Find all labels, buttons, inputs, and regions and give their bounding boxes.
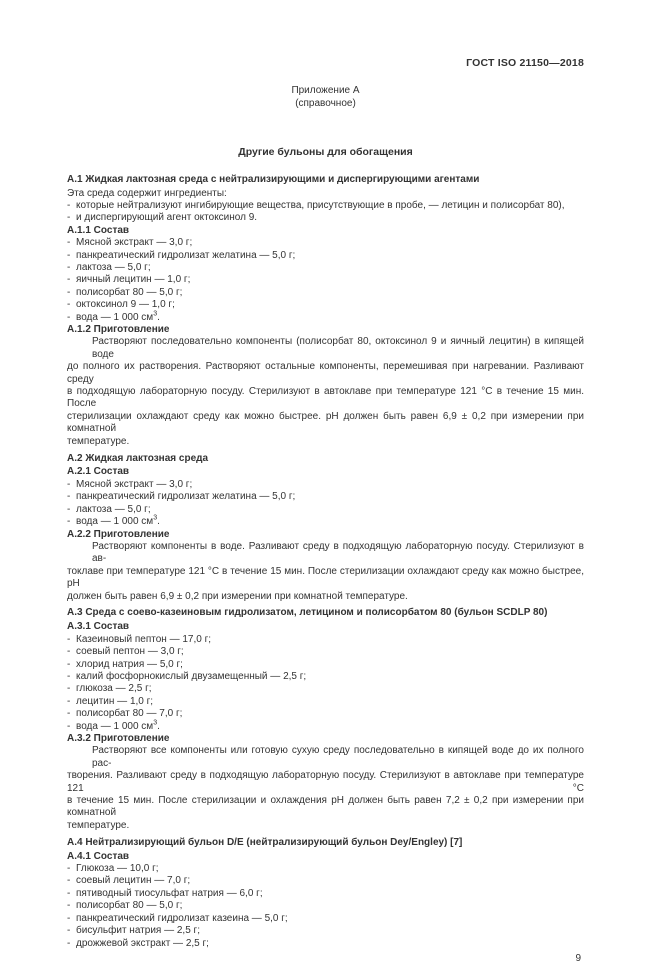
subsection-heading-a41: А.4.1 Состав bbox=[67, 850, 130, 862]
list-dash: - bbox=[67, 925, 71, 937]
list-dash: - bbox=[67, 720, 71, 732]
paragraph-line: температуре. bbox=[67, 819, 130, 831]
list-item bbox=[67, 900, 584, 912]
list-dash: - bbox=[67, 646, 71, 658]
list-item-text: полисорбат 80 — 7,0 г; bbox=[76, 708, 183, 720]
list-item bbox=[67, 913, 584, 925]
subsection-heading-a11: А.1.1 Состав bbox=[67, 224, 130, 236]
paragraph-line: в течение 15 мин. После стерилизации и охлаждения pH должен быть равен 7,2 ± 0,2 при измерении при комнатной bbox=[67, 795, 584, 819]
list-item-text: лецитин — 1,0 г; bbox=[76, 695, 154, 707]
subsection-heading-a21: А.2.1 Состав bbox=[67, 466, 130, 478]
superscript: 3 bbox=[153, 310, 158, 318]
list-dash: - bbox=[67, 299, 71, 311]
list-dash: - bbox=[67, 937, 71, 949]
subsection-heading-a32: А.3.2 Приготовление bbox=[67, 733, 170, 744]
paragraph-line: в подходящую лабораторную посуду. Стерилизуют в автоклаве при температуре 121 °С в течение 15 мин. После bbox=[67, 386, 584, 410]
list-item bbox=[67, 274, 584, 286]
paragraph-line: Растворяют последовательно компоненты (полисорбат 80, октоксинол 9 и яичный лецитин) в кипящей воде bbox=[92, 336, 584, 360]
list-item bbox=[67, 491, 584, 503]
paragraph-line: Растворяют все компоненты или готовую сухую среду последовательно в кипящей воде до их полного рас- bbox=[92, 745, 584, 769]
list-item bbox=[67, 250, 584, 262]
list-dash: - bbox=[67, 658, 71, 670]
list-item-text: соевый лецитин — 7,0 г; bbox=[76, 875, 191, 887]
list-item-text: хлорид натрия — 5,0 г; bbox=[76, 658, 183, 670]
paragraph-line: температуре. bbox=[67, 435, 130, 447]
list-item bbox=[67, 479, 584, 491]
list-dash: - bbox=[67, 212, 71, 224]
list-dash: - bbox=[67, 875, 71, 887]
section-heading-a3: А.3 Среда с соево-казеиновым гидролизатом, летицином и полисорбатом 80 (бульон SCDLP 80) bbox=[67, 607, 548, 619]
list-item-text: Глюкоза — 10,0 г; bbox=[76, 863, 159, 875]
list-item bbox=[67, 888, 584, 900]
paragraph-line: стерилизации охлаждают среду как можно быстрее. pH должен быть равен 6,9 ± 0,2 при измерении при комнатной bbox=[67, 410, 584, 435]
list-item-water bbox=[67, 721, 584, 733]
subsection-heading-a22: А.2.2 Приготовление bbox=[67, 528, 170, 540]
list-item-text: бисульфит натрия — 2,5 г; bbox=[76, 925, 200, 937]
list-item bbox=[67, 863, 584, 875]
list-item-text: вода — 1 000 $см^3$. bbox=[76, 514, 160, 528]
list-item-water bbox=[67, 516, 584, 528]
superscript: 3 bbox=[153, 719, 158, 727]
list-item bbox=[67, 683, 584, 695]
list-item-text: лактоза — 5,0 г; bbox=[76, 503, 151, 515]
list-item-text: октоксинол 9 — 1,0 г; bbox=[76, 299, 175, 311]
section-intro: Эта среда содержит ингредиенты: bbox=[67, 187, 227, 199]
list-item bbox=[67, 504, 584, 516]
paragraph-line: Растворяют компоненты в воде. Разливают среду в подходящую лабораторную посуду. Стерилизуют в ав- bbox=[92, 540, 584, 565]
list-item bbox=[67, 925, 584, 937]
appendix-label: Приложение А bbox=[291, 85, 360, 97]
list-dash: - bbox=[67, 863, 71, 875]
list-item bbox=[67, 262, 584, 274]
list-item-text: панкреатический гидролизат казеина — 5,0 г; bbox=[76, 912, 288, 924]
list-dash: - bbox=[67, 695, 71, 707]
list-item bbox=[67, 212, 584, 224]
list-item-text: панкреатический гидролизат желатина — 5,0 г; bbox=[76, 491, 296, 503]
superscript: 3 bbox=[153, 514, 158, 522]
list-item-text: полисорбат 80 — 5,0 г; bbox=[76, 900, 183, 912]
paragraph-line: должен быть равен 6,9 ± 0,2 при измерении при комнатной температуре. bbox=[67, 590, 408, 602]
list-dash: - bbox=[67, 708, 71, 720]
subsection-heading-a12: А.1.2 Приготовление bbox=[67, 324, 170, 335]
doc-code: ГОСТ ISO 21150—2018 bbox=[466, 57, 584, 69]
section-heading-a2: А.2 Жидкая лактозная среда bbox=[67, 452, 209, 464]
list-dash: - bbox=[67, 912, 71, 924]
list-item-text: вода — 1 000 $см^3$. bbox=[76, 310, 160, 323]
list-item-text: Мясной экстракт — 3,0 г; bbox=[76, 478, 193, 490]
list-item-text: пятиводный тиосульфат натрия — 6,0 г; bbox=[76, 887, 263, 899]
list-dash: - bbox=[67, 199, 71, 211]
list-item-text: глюкоза — 2,5 г; bbox=[76, 683, 152, 695]
list-item bbox=[67, 646, 584, 658]
list-item bbox=[67, 287, 584, 299]
list-dash: - bbox=[67, 633, 71, 645]
list-item-text: Казеиновый пептон — 17,0 г; bbox=[76, 633, 212, 645]
list-item bbox=[67, 237, 584, 249]
appendix-kind: (справочное) bbox=[295, 97, 356, 109]
list-item-text: Мясной экстракт — 3,0 г; bbox=[76, 237, 193, 249]
list-item bbox=[67, 875, 584, 887]
list-item bbox=[67, 659, 584, 671]
list-item bbox=[67, 696, 584, 708]
list-item-text: дрожжевой экстракт — 2,5 г; bbox=[76, 937, 209, 949]
list-item-text: калий фосфорнокислый двузамещенный — 2,5 г; bbox=[76, 670, 307, 682]
list-item bbox=[67, 200, 584, 212]
section-heading-a4: А.4 Нейтрализирующий бульон D/E (нейтрализирующий бульон Dey/Engley) [7] bbox=[67, 836, 463, 848]
list-item-text: соевый пептон — 3,0 г; bbox=[76, 646, 184, 658]
list-dash: - bbox=[67, 261, 71, 273]
paragraph-line: до полного их растворения. Растворяют остальные компоненты, перемешивая при нагревании. Разливают среду bbox=[67, 361, 584, 385]
list-item bbox=[67, 634, 584, 646]
list-dash: - bbox=[67, 478, 71, 490]
list-item bbox=[67, 938, 584, 950]
list-item-water bbox=[67, 312, 584, 324]
list-item bbox=[67, 708, 584, 720]
list-item bbox=[67, 671, 584, 683]
list-dash: - bbox=[67, 670, 71, 682]
list-dash: - bbox=[67, 237, 71, 249]
list-dash: - bbox=[67, 683, 71, 695]
list-item-text: яичный лецитин — 1,0 г; bbox=[76, 274, 191, 286]
list-dash: - bbox=[67, 900, 71, 912]
paragraph-line: токлаве при температуре 121 °С в течение 15 мин. После стерилизации охлаждают среду как можно быстрее, pH bbox=[67, 565, 584, 590]
appendix-title: Другие бульоны для обогащения bbox=[238, 146, 413, 159]
list-item bbox=[67, 299, 584, 311]
list-item-text: которые нейтрализуют ингибирующие вещества, присутствующие в пробе, — летицин и полисорбат 80), bbox=[76, 199, 565, 211]
list-dash: - bbox=[67, 249, 71, 261]
section-heading-a1: А.1 Жидкая лактозная среда с нейтрализирующими и диспергирующими агентами bbox=[67, 173, 480, 185]
list-item-text: полисорбат 80 — 5,0 г; bbox=[76, 286, 183, 298]
list-dash: - bbox=[67, 516, 71, 528]
list-dash: - bbox=[67, 491, 71, 503]
list-dash: - bbox=[67, 503, 71, 515]
subsection-heading-a31: А.3.1 Состав bbox=[67, 621, 130, 633]
list-item-text: вода — 1 000 $см^3$. bbox=[76, 719, 160, 732]
list-dash: - bbox=[67, 887, 71, 899]
list-item-text: и диспергирующий агент октоксинол 9. bbox=[76, 212, 258, 224]
list-item-text: лактоза — 5,0 г; bbox=[76, 261, 151, 273]
paragraph-line: творения. Разливают среду в подходящую лабораторную посуду. Стерилизуют в автоклаве при температуре 121 °С bbox=[67, 770, 584, 794]
list-dash: - bbox=[67, 286, 71, 298]
page-number: 9 bbox=[575, 952, 581, 964]
list-dash: - bbox=[67, 274, 71, 286]
list-dash: - bbox=[67, 311, 71, 323]
list-item-text: панкреатический гидролизат желатина — 5,0 г; bbox=[76, 249, 296, 261]
